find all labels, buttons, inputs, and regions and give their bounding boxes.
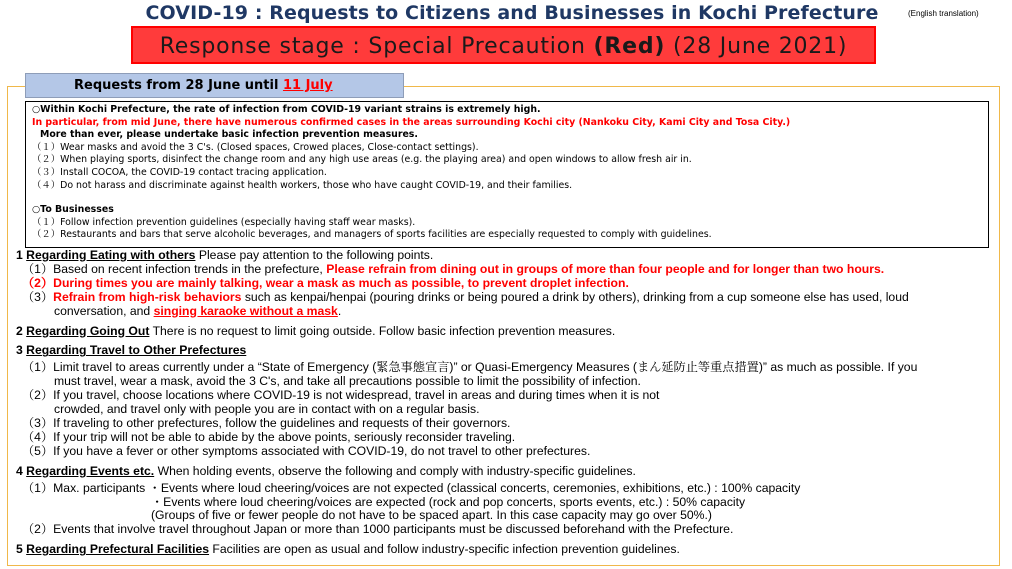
translation-note: (English translation) [908, 9, 979, 18]
section-title: Regarding Going Out [26, 323, 150, 338]
period-end-date: 11 July [282, 78, 333, 93]
list-item-continuation [16, 305, 996, 319]
item-text: conversation, and [54, 303, 154, 318]
section-text: When holding events, observe the following and comply with industry-specific guidelines. [154, 463, 636, 478]
list-item: （3）If traveling to other prefectures, follow the guidelines and requests of their governors. [22, 415, 511, 430]
requests-body [16, 249, 996, 557]
item-text: . [337, 303, 342, 318]
stage-date: (28 June 2021) [665, 34, 848, 59]
item-emphasis: Please refrain from dining out in groups of more than four people and for longer than two hours. [326, 261, 885, 276]
section-events-heading [16, 465, 996, 479]
summary-heading-businesses: ○To Businesses [32, 204, 114, 216]
section-number: 1 [16, 248, 27, 262]
section-title: Regarding Eating with others [26, 248, 196, 262]
section-number: 2 [16, 323, 27, 338]
item-emphasis: singing karaoke without a mask [153, 303, 338, 318]
item-emphasis: Refrain from high-risk behaviors [53, 289, 242, 304]
list-item: （5）If you have a fever or other symptoms associated with COVID-19, do not travel to other prefectures. [22, 443, 591, 458]
summary-box [25, 101, 989, 248]
list-item: （2）Events that involve travel throughout Japan or more than 1000 participants must be discussed beforehand with the Prefecture. [22, 522, 734, 537]
list-item-continuation: ・Events where loud cheering/voices are expected (rock and pop concerts, sports events, etc.) : 50% capacity [151, 494, 746, 509]
summary-item: （２）When playing sports, disinfect the change room and any high use areas (e.g. the playing area) and open windows to allow fresh air in. [32, 154, 692, 166]
period-prefix: Requests from 28 June until [74, 78, 283, 93]
section-facilities-heading [16, 543, 996, 557]
section-number: 4 [16, 463, 27, 478]
item-text: （1）Based on recent infection trends in the prefecture, [22, 261, 327, 276]
item-text: such as kenpai/henpai (pouring drinks or being poured a drink by others), drinking from a cup someone else has used, loud [241, 289, 909, 304]
stage-level: (Red) [593, 34, 666, 59]
section-travel-heading [16, 344, 996, 358]
list-item: （1）Max. participants ・Events where loud cheering/voices are not expected (classical concerts, ceremonies, exhibitions, etc.) : 100% capacity [22, 480, 801, 495]
response-stage-banner [131, 26, 876, 64]
page-title: COVID-19 : Requests to Citizens and Businesses in Kochi Prefecture [145, 2, 879, 24]
section-text: There is no request to limit going outside. Follow basic infection prevention measures. [149, 323, 616, 338]
summary-item: （３）Install COCOA, the COVID-19 contact tracing application. [32, 166, 327, 178]
list-item [16, 263, 996, 277]
list-item-continuation: (Groups of five or fewer people do not have to be spaced apart. In this case capacity may go over 50%.) [151, 508, 712, 523]
list-item-continuation: must travel, wear a mask, avoid the 3 C's, and take all precautions possible to limit the possibility of infection. [54, 374, 641, 389]
summary-item: （１）Wear masks and avoid the 3 C's. (Closed spaces, Crowed places, Close-contact settings). [32, 141, 479, 153]
summary-heading-citizens: ○Within Kochi Prefecture, the rate of infection from COVID-19 variant strains is extremely high. [32, 104, 541, 115]
section-title: Regarding Travel to Other Prefectures [26, 343, 247, 358]
summary-warning: In particular, from mid June, there have numerous confirmed cases in the areas surrounding Kochi city (Nankoku City, Kami City and Tosa City.) [32, 116, 791, 128]
list-item-continuation: crowded, and travel only with people you are in contact with on a regular basis. [54, 402, 480, 417]
list-item: （2）If you travel, choose locations where COVID-19 is not widespread, travel in areas and during times when it is not [22, 388, 660, 403]
list-item: （4）If your trip will not be able to abide by the above points, seriously reconsider traveling. [22, 429, 516, 444]
section-text: Facilities are open as usual and follow industry-specific infection prevention guidelines. [209, 542, 680, 557]
request-period-header [25, 73, 404, 98]
section-number: 3 [16, 343, 27, 358]
section-title: Regarding Events etc. [26, 463, 155, 478]
list-item: （2）During times you are mainly talking, wear a mask as much as possible, to prevent droplet infection. [22, 275, 629, 290]
section-going-out-heading [16, 325, 996, 339]
summary-item: （１）Follow infection prevention guidelines (especially having staff wear masks). [32, 216, 416, 228]
section-text: Please pay attention to the following points. [195, 248, 434, 262]
section-eating-heading [16, 249, 996, 263]
list-item [16, 291, 996, 305]
section-number: 5 [16, 542, 27, 557]
stage-prefix: Response stage : Special Precaution [159, 34, 594, 59]
summary-item: （２）Restaurants and bars that serve alcoholic beverages, and managers of sports facilities are especially requested to comply with guidelines. [32, 229, 712, 241]
section-title: Regarding Prefectural Facilities [26, 542, 210, 557]
summary-instruction: More than ever, please undertake basic infection prevention measures. [40, 129, 418, 141]
item-number: （3） [22, 289, 54, 304]
summary-item: （４）Do not harass and discriminate against health workers, those who have caught COVID-19, and their families. [32, 179, 573, 191]
list-item: （1）Limit travel to areas currently under a “State of Emergency (緊急事態宣言)” or Quasi-Emergency Measures (まん延防止等重点措置)” as much as possible. If you [22, 360, 918, 375]
